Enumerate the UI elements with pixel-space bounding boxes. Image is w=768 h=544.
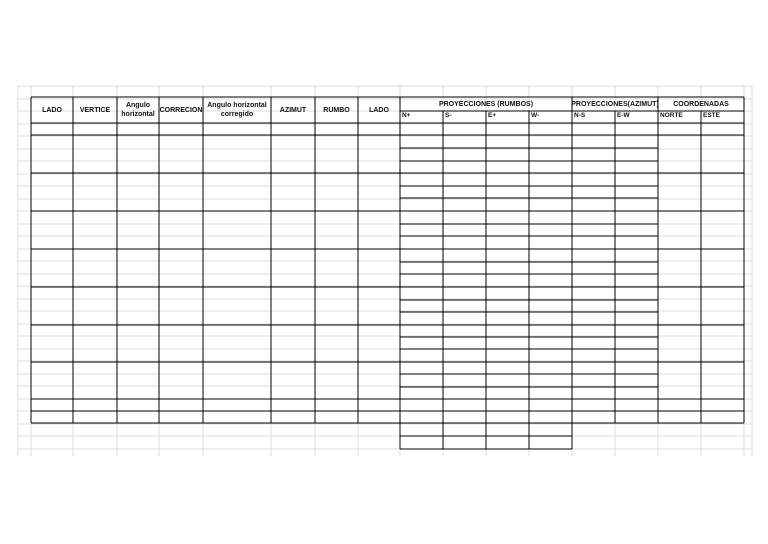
header-vertice: VERTICE — [79, 106, 111, 114]
subheader-norte: NORTE — [660, 112, 683, 119]
header-lado: LADO — [42, 106, 62, 114]
header-proyecciones-azimut: PROYECCIONES(AZIMUT) — [571, 100, 659, 108]
header-angulo-horizontal-corregido: Angulo horizontal corregido — [207, 102, 267, 118]
subheader-n-plus: N+ — [402, 112, 411, 119]
header-correcion: CORRECION — [159, 106, 203, 114]
subheader-s-minus: S- — [445, 112, 452, 119]
subheader-n-s: N-S — [574, 112, 586, 119]
header-proyecciones-rumbos: PROYECCIONES (RUMBOS) — [438, 100, 534, 108]
subheader-este: ESTE — [703, 112, 720, 119]
header-coordenadas: COORDENADAS — [673, 100, 729, 108]
header-azimut: AZIMUT — [279, 106, 307, 114]
subheader-e-plus: E+ — [488, 112, 497, 119]
subheader-e-w: E-W — [617, 112, 630, 119]
header-angulo-horizontal: Angulo horizontal — [121, 102, 155, 118]
header-rumbo: RUMBO — [323, 106, 350, 114]
subheader-w-minus: W- — [531, 112, 540, 119]
header-lado-2: LADO — [369, 106, 389, 114]
